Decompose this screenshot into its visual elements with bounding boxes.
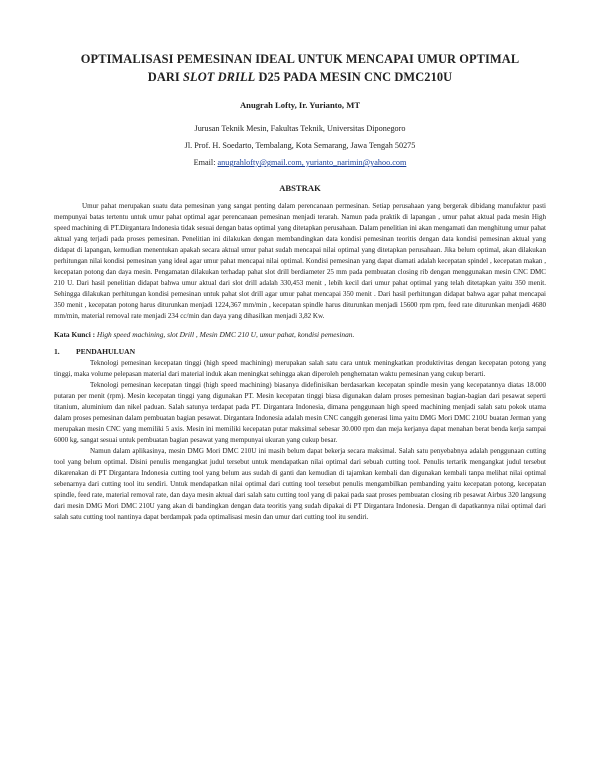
affiliation: Jurusan Teknik Mesin, Fakultas Teknik, Universitas Diponegoro [194,124,406,133]
paragraph: Namun dalam aplikasinya, mesin DMG Mori DMC 210U ini masih belum dapat bekerja secara maksimal. Salah satu penyebabnya adalah penggunaan cutting tool yang belum optimal. Disini penulis mengangkat judul tersebut untuk mendapatkan nilai optimal dari sebuah cutting tool. Penulis tertarik mengangkat judul tersebut dikarenakan di PT Dirgantara Indonesia cutting tool yang belum aus sudah di ganti dan kemudian di tajamkan kembali dan digunakan kembali tanpa melihat nilai optimal sebenarnya dari cutting tool itu sendiri. Untuk mendapatkan nilai optimal dari cutting tool tersebut penulis mengambilkan pembanding yaitu kecepatan potong, kecepatan spindle, feed rate, material removal rate, dan daya mesin aktual dari salah satu cutting tool yang di pakai pada saat proses pembuatan closing rib pesawat Airbus 320 langsung dari mesin DMG Mori DMC 210U yang akan di bandingkan dengan data teoritis yang sudah dipakai di PT Dirgantara Indonesia. Dengan di dapatkannya nilai optimal dari salah satu cutting tool nantinya dapat berdampak pada optimalisasi mesin dan umur dari cutting tool itu sendiri. [54,447,546,521]
abstract-text: Umur pahat merupakan suatu data pemesinan yang sangat penting dalam perencanaan permesinan. Setiap perusahaan yang bergerak dibidang manufaktur pasti mempunyai batas tertentu untuk umur pahat optimal agar perencanaan pemesinan menjadi terarah. Namun pada praktik di lapangan , umur pahat aktual pada mesin High speed machining di PT.Dirgantara Indonesia tidak sesuai dengan batas optimal yang ditetapkan perusahaan. Dalam penelitian ini akan mengamati dan menghitung umur pahat aktual yang terjadi pada proses pemesinan. Penelitian ini dilakukan dengan membandingkan data kondisi pemesinan teoritis dengan data kondisi pemesinan aktual yang didapat di lapangan, kemudian menentukan apakah secara aktual umur pahat sudah mencapai nilai optimal yang ditetapkan perusahaan. Jika belum optimal, akan dilakukan perhitungan nilai kondisi pemesinan yang ideal agar umur pahat mencapai nilai optimal. Kondisi pemesinan yang dapat diamati adalah kecepatan spindel , kecepatan makan , kecepatan potong dan daya mesin. Pengamatan dilakukan terhadap pahat slot drill berdiameter 25 mm pada pembuatan closing rib dengan menggunakan mesin CNC DMC 210 U. Dari hasil penelitian didapat bahwa umur aktual dari slot drill adalah 330,453 menit , lebih kecil dari umur pahat optimal yang telah ditetapkan yaitu 350 menit. Sehingga dilakukan perhitungan kondisi pemesinan untuk pahat slot drill agar umur pahat mencapai 350 menit . Dari hasil perhitungan didapat bahwa agar pahat mencapai 350 menit , kecepatan potong harus diturunkan menjadi 1224,367 mm/min , kecepatan spindle harus diturunkan menjadi 15600 rpm rpm, feed rate diturunkan menjadi 4680 mm/min, material removal rate menjadi 234 cc/min dan daya yang dihasilkan menjadi 3,82 Kw. [54,202,546,320]
keywords-label: Kata Kunci : [54,330,97,339]
affiliation-block [54,120,546,171]
section-body [54,358,546,523]
section-title: PENDAHULUAN [76,347,136,356]
email-label: Email: [193,158,218,167]
paragraph: Teknologi pemesinan kecepatan tinggi (high speed machining) biasanya didefinisikan berdasarkan kecepatan spindle mesin yang kecepatannya diatas 18.000 putaran per menit (rpm). Mesin kecepatan tinggi yang digunakan PT. Mesin kecepatan tinggi biasa digunakan dalam proses pemesinan bagian-bagian dari pesawat seperti titanium, aluminium dan nikel paduan. Salah satunya terdapat pada PT. Dirgantara Indonesia, dimana penggunaan high speed machining menjadi salah satu pokok utama dalam proses pemesinan dalam pembuatan bagian pesawat. Dirgantara Indonesia adalah mesin CNC canggih generasi lima yaitu DMG Mori DMC 210U buatan Jerman yang merupakan mesin CNC yang memiliki 5 axis. Mesin ini memiliki kecepatan putar maksimal sebesar 30.000 rpm dan meja kerjanya dapat menahan berat benda kerja sampai 6000 kg, sangat sesuai untuk pembuatan bagian pesawat yang mempunyai ukuran yang cukup besar. [54,381,546,444]
email-link[interactable]: anugrahlofty@gmail.com, yurianto_narimin@yahoo.com [217,158,407,167]
email-line [54,154,546,171]
address: Jl. Prof. H. Soedarto, Tembalang, Kota Semarang, Jawa Tengah 50275 [184,141,416,150]
section-heading [54,347,546,356]
section-number: 1. [54,347,60,356]
title-line-2 [54,68,546,86]
author-list: Anugrah Lofty, Ir. Yurianto, MT [239,100,361,110]
keywords-text: High speed machining, slot Drill , Mesin DMC 210 U, umur pahat, kondisi pemesinan. [96,330,355,339]
abstract-heading: ABSTRAK [279,183,321,193]
title-line-2-italic: SLOT DRILL [183,70,256,84]
keywords-line [54,330,546,339]
paper-title [54,50,546,86]
paragraph: Teknologi pemesinan kecepatan tinggi (high speed machining) merupakan salah satu cara untuk meningkatkan produktivitas dengan kecepatan potong yang tinggi, maka volume pelepasan material dari material induk akan meningkat sehingga akan diperoleh penghematan waktu pemesinan yang cukup berarti. [54,359,546,378]
title-line-2-start: DARI [147,70,184,84]
title-line-1: OPTIMALISASI PEMESINAN IDEAL UNTUK MENCAPAI UMUR OPTIMAL [80,52,520,66]
title-line-2-end: D25 PADA MESIN CNC DMC210U [255,70,453,84]
